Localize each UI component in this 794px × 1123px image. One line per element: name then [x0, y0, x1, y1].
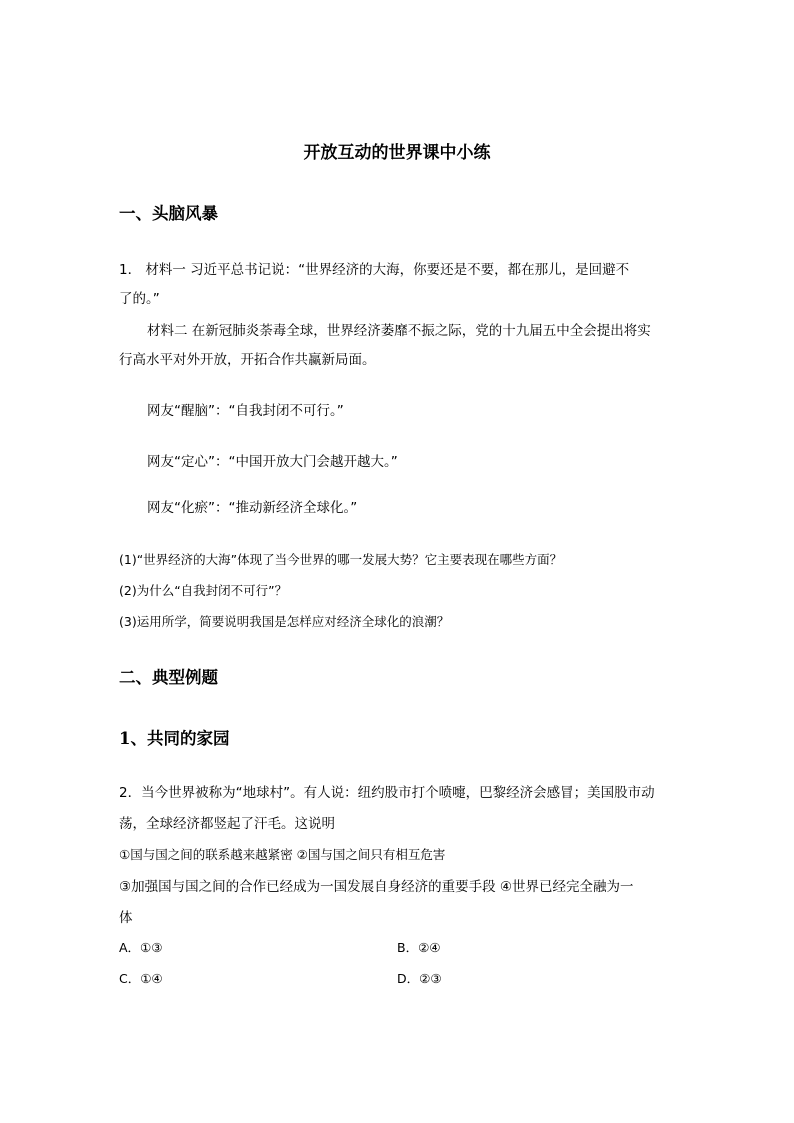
question-1-line-2: 了的。” [119, 291, 160, 307]
netizen-quote-2: 网友“定心”：“中国开放大门会越开越大。” [147, 454, 398, 470]
section-heading-brainstorm: 一、头脑风暴 [119, 204, 218, 223]
option-b: B．②④ [397, 940, 441, 955]
statement-line-1: ①国与国之间的联系越来越紧密 ②国与国之间只有相互危害 [119, 847, 446, 862]
section-heading-examples: 二、典型例题 [119, 668, 218, 687]
question-2-line-2: 荡，全球经济都竖起了汗毛。这说明 [119, 816, 335, 832]
sub-question-2: (2)为什么“自我封闭不可行”？ [119, 583, 288, 598]
sub-question-3: (3)运用所学，简要说明我国是怎样应对经济全球化的浪潮？ [119, 614, 450, 629]
option-d: D．②③ [397, 971, 442, 986]
statement-line-3: 体 [119, 910, 133, 926]
option-c: C．①④ [119, 971, 163, 986]
option-a: A．①③ [119, 940, 163, 955]
netizen-quote-3: 网友“化瘀”：“推动新经济全球化。” [147, 500, 358, 516]
statement-line-2: ③加强国与国之间的合作已经成为一国发展自身经济的重要手段 ④世界已经完全融为一 [119, 879, 634, 895]
page-title: 开放互动的世界课中小练 [303, 143, 491, 163]
sub-question-1: (1)“世界经济的大海”体现了当今世界的哪一发展大势？它主要表现在哪些方面？ [119, 552, 563, 567]
question-2-line-1: 2．当今世界被称为“地球村”。有人说：纽约股市打个喷嚏，巴黎经济会感冒；美国股市动 [119, 785, 655, 801]
subsection-heading-common-home: 1、共同的家园 [119, 729, 230, 748]
material-2-line-1: 材料二 在新冠肺炎荼毒全球，世界经济萎靡不振之际，党的十九届五中全会提出将实 [147, 323, 651, 339]
question-1-line-1: 1． 材料一 习近平总书记说：“世界经济的大海，你要还是不要，都在那儿，是回避不 [119, 262, 630, 278]
netizen-quote-1: 网友“醒脑”：“自我封闭不可行。” [147, 403, 344, 419]
material-2-line-2: 行高水平对外开放，开拓合作共赢新局面。 [119, 352, 376, 368]
